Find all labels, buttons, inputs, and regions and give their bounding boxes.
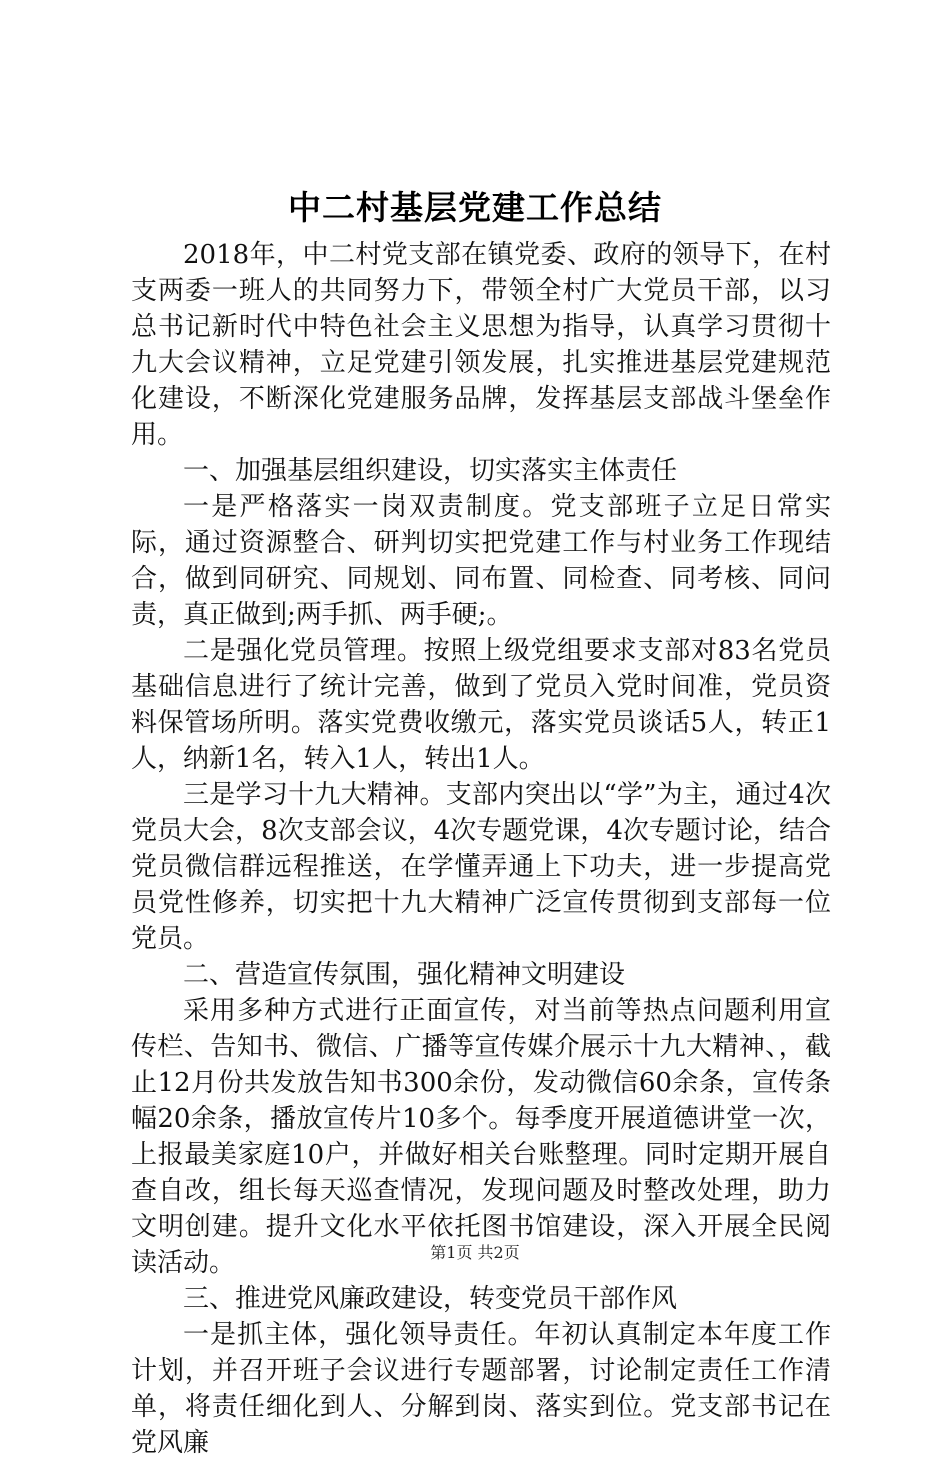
page-footer: 第1页 共2页 [430, 1243, 520, 1262]
document-body [131, 237, 831, 1461]
paragraph-duty-system: 一是严格落实一岗双责制度。党支部班子立足日常实际，通过资源整合、研判切实把党建工作与村业务工作现结合，做到同研究、同规划、同布置、同检查、同考核、同问责，真正做到;两手抓、两手硬;。 [131, 492, 831, 630]
paragraph-leadership-responsibility: 一是抓主体，强化领导责任。年初认真制定本年度工作计划，并召开班子会议进行专题部署，讨论制定责任工作清单，将责任细化到人、分解到岗、落实到位。党支部书记在党风廉 [131, 1320, 831, 1458]
paragraph-member-management: 二是强化党员管理。按照上级党组要求支部对83名党员基础信息进行了统计完善，做到了党员入党时间准，党员资料保管场所明。落实党费收缴元，落实党员谈话5人，转正1人，纳新1名，转入1人，转出1人。 [131, 636, 831, 774]
paragraph-study-spirit: 三是学习十九大精神。支部内突出以“学”为主，通过4次党员大会，8次支部会议，4次专题党课，4次专题讨论，结合党员微信群远程推送，在学懂弄通上下功夫，进一步提高党员党性修养，切实把十九大精神广泛宣传贯彻到支部每一位党员。 [131, 780, 831, 954]
intro-paragraph: 2018年，中二村党支部在镇党委、政府的领导下，在村支两委一班人的共同努力下，带领全村广大党员干部，以习总书记新时代中特色社会主义思想为指导，认真学习贯彻十九大会议精神，立足党建引领发展，扎实推进基层党建规范化建设，不断深化党建服务品牌，发挥基层支部战斗堡垒作用。 [131, 240, 831, 450]
section-heading-3: 三、推进党风廉政建设，转变党员干部作风 [183, 1284, 678, 1314]
section-heading-1: 一、加强基层组织建设，切实落实主体责任 [183, 456, 678, 486]
paragraph-publicity: 采用多种方式进行正面宣传，对当前等热点问题利用宣传栏、告知书、微信、广播等宣传媒介展示十九大精神、，截止12月份共发放告知书300余份，发动微信60余条，宣传条幅20余条，播放宣传片10多个。每季度开展道德讲堂一次，上报最美家庭10户，并做好相关台账整理。同时定期开展自查自改，组长每天巡查情况，发现问题及时整改处理，助力文明创建。提升文化水平依托图书馆建设，深入开展全民阅读活动。 [131, 996, 831, 1278]
page-title: 中二村基层党建工作总结 [288, 188, 662, 227]
section-heading-2: 二、营造宣传氛围，强化精神文明建设 [183, 960, 626, 990]
